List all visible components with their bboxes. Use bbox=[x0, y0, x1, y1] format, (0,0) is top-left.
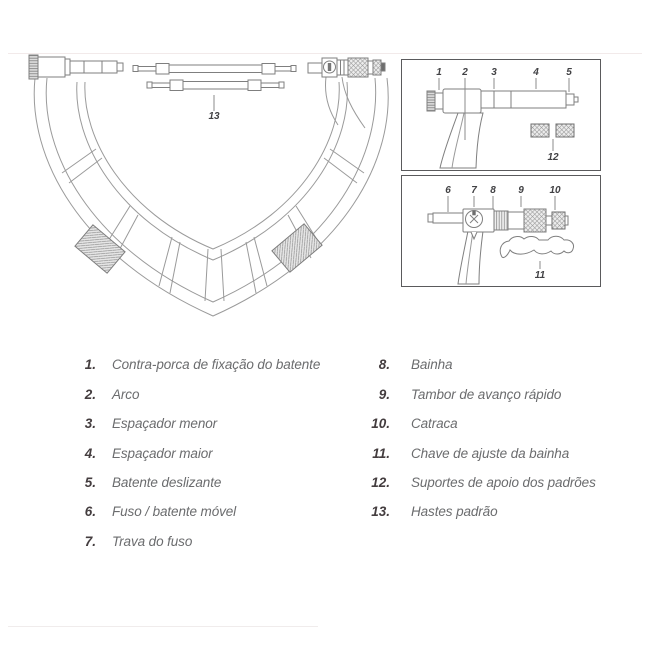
standard-rods bbox=[133, 64, 296, 91]
detail-box-bottom bbox=[401, 175, 601, 287]
legend-number: 2. bbox=[84, 386, 96, 402]
legend-label: Batente deslizante bbox=[112, 474, 222, 490]
micrometer-head bbox=[308, 58, 385, 77]
callout-9: 9 bbox=[518, 185, 524, 196]
callout-6: 6 bbox=[445, 185, 451, 196]
legend-item-1 bbox=[60, 350, 320, 379]
legend-item-6 bbox=[60, 497, 320, 526]
anvil-assembly bbox=[29, 55, 123, 79]
legend-label: Espaçador maior bbox=[112, 445, 213, 461]
callout-3: 3 bbox=[491, 67, 497, 78]
legend-label: Hastes padrão bbox=[411, 504, 498, 520]
detail-box-bottom-drawing bbox=[402, 176, 600, 286]
legend-right-column bbox=[352, 350, 596, 527]
callout-5: 5 bbox=[566, 67, 572, 78]
left-grip-pad bbox=[75, 225, 125, 273]
legend-item-3 bbox=[60, 409, 320, 438]
legend-number: 4. bbox=[84, 445, 96, 461]
legend-left-column bbox=[60, 350, 320, 556]
legend-item-7 bbox=[60, 527, 320, 556]
legend-number: 5. bbox=[84, 474, 96, 490]
legend-number: 1. bbox=[84, 357, 96, 373]
legend-label: Bainha bbox=[411, 357, 453, 373]
legend-number: 13. bbox=[371, 504, 390, 520]
main-micrometer-diagram bbox=[25, 52, 395, 322]
detail-box-top bbox=[401, 59, 601, 171]
legend-item-9 bbox=[352, 379, 596, 408]
legend-item-4 bbox=[60, 438, 320, 467]
callout-12: 12 bbox=[547, 152, 559, 163]
standard-supports bbox=[531, 124, 574, 137]
callout-11: 11 bbox=[534, 270, 546, 281]
micrometer-body bbox=[427, 89, 578, 113]
callout-8: 8 bbox=[490, 185, 496, 196]
legend-label: Fuso / batente móvel bbox=[112, 504, 237, 520]
legend-item-11 bbox=[352, 438, 596, 467]
legend-number: 12. bbox=[371, 474, 390, 490]
legend-item-10 bbox=[352, 409, 596, 438]
right-grip-pad bbox=[272, 224, 322, 272]
legend-label: Espaçador menor bbox=[112, 416, 218, 432]
legend-label: Arco bbox=[112, 386, 140, 402]
legend-label: Catraca bbox=[411, 416, 458, 432]
legend-label: Chave de ajuste da bainha bbox=[411, 445, 570, 461]
legend-label: Trava do fuso bbox=[112, 533, 193, 549]
handle bbox=[440, 113, 483, 168]
legend-item-2 bbox=[60, 379, 320, 408]
legend-number: 6. bbox=[84, 504, 96, 520]
callout-1: 1 bbox=[436, 67, 442, 78]
spanner-wrench bbox=[500, 236, 573, 257]
legend-number: 8. bbox=[378, 357, 390, 373]
legend-number: 9. bbox=[378, 386, 390, 402]
callout-13: 13 bbox=[208, 111, 220, 122]
frame-ribs bbox=[62, 149, 364, 301]
legend-label: Tambor de avanço rápido bbox=[411, 386, 562, 402]
legend-item-5 bbox=[60, 468, 320, 497]
legend-number: 11. bbox=[372, 445, 390, 461]
legend-item-8 bbox=[352, 350, 596, 379]
legend-number: 10. bbox=[371, 416, 390, 432]
legend-item-12 bbox=[352, 468, 596, 497]
legend-label: Suportes de apoio dos padrões bbox=[411, 474, 596, 490]
main-micrometer-drawing bbox=[25, 52, 395, 322]
callout-2: 2 bbox=[462, 67, 468, 78]
legend-item-13 bbox=[352, 497, 596, 526]
micrometer-head-parts bbox=[428, 209, 568, 239]
callout-10: 10 bbox=[549, 185, 561, 196]
legend-number: 7. bbox=[84, 533, 96, 549]
callout-4: 4 bbox=[533, 67, 539, 78]
legend-number: 3. bbox=[84, 416, 96, 432]
callout-7: 7 bbox=[471, 185, 477, 196]
bottom-faint-rule bbox=[8, 626, 318, 627]
handle bbox=[458, 231, 483, 284]
legend-label: Contra-porca de fixação do batente bbox=[112, 357, 321, 373]
